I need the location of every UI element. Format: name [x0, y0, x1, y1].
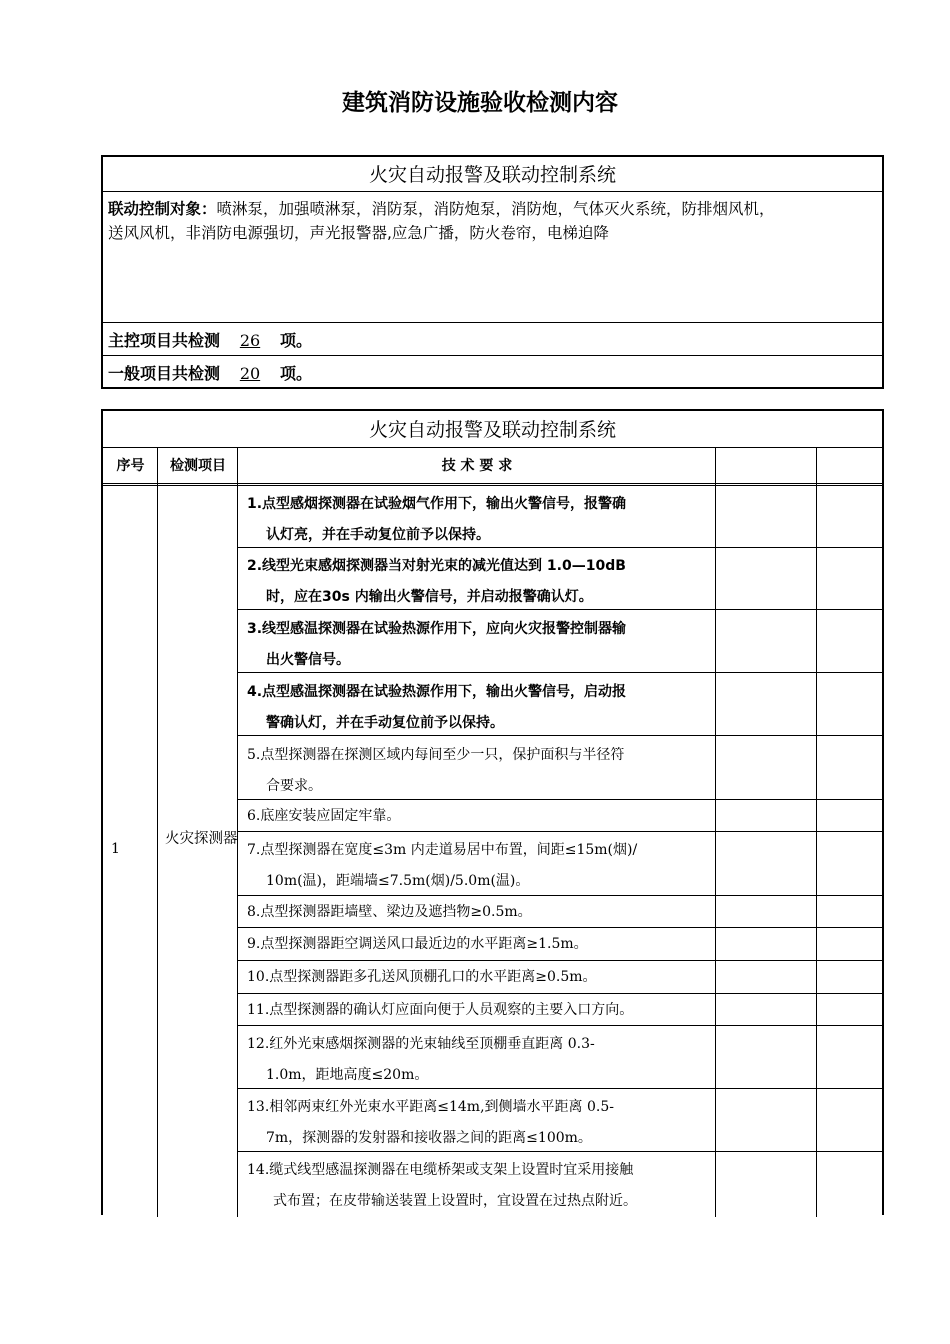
linkage-objects-label: 联动控制对象：	[108, 200, 217, 218]
requirement-line: 13.相邻两束红外光束水平距离≤14m,到侧墙水平距离 0.5-	[247, 1099, 614, 1115]
requirement-item	[243, 1155, 715, 1217]
requirement-item	[243, 897, 715, 928]
requirement-line: 8.点型探测器距墙壁、梁边及遮挡物≥0.5m。	[247, 904, 532, 920]
requirement-item	[243, 551, 715, 613]
requirement-line: 3.线型感温探测器在试验热源作用下，应向火灾报警控制器输	[247, 621, 627, 637]
general-items-suffix: 项。	[280, 364, 313, 383]
requirement-line: 5.点型探测器在探测区域内每间至少一只，保护面积与半径符	[247, 747, 625, 763]
divider	[103, 483, 882, 484]
requirement-line: 6.底座安装应固定牢靠。	[247, 808, 401, 824]
col-header-item: 检测项目	[170, 458, 226, 474]
divider	[237, 960, 882, 961]
requirement-item	[243, 677, 715, 739]
divider	[103, 485, 882, 486]
requirement-line: 时，应在30s 内输出火警信号，并启动报警确认灯。	[266, 589, 593, 605]
requirement-line: 14.缆式线型感温探测器在电缆桥架或支架上设置时宜采用接触	[247, 1162, 634, 1178]
divider	[715, 447, 716, 1217]
requirement-line: 9.点型探测器距空调送风口最近边的水平距离≥1.5m。	[247, 936, 588, 952]
requirement-item	[243, 801, 715, 832]
requirement-line: 合要求。	[266, 778, 322, 794]
col-header-requirements: 技 术 要 求	[441, 458, 513, 474]
inspection-table	[101, 409, 884, 1215]
inspection-item-name: 火灾探测器	[165, 831, 238, 847]
requirement-line: 1.点型感烟探测器在试验烟气作用下，输出火警信号，报警确	[247, 496, 627, 512]
requirement-line: 7m，探测器的发射器和接收器之间的距离≤100m。	[266, 1130, 592, 1146]
general-items-count: 20	[239, 364, 261, 383]
requirement-item	[243, 962, 715, 993]
requirement-item	[243, 489, 715, 551]
row-number: 1	[111, 841, 120, 857]
summary-table	[101, 155, 884, 389]
requirement-line: 警确认灯，并在手动复位前予以保持。	[266, 715, 504, 731]
requirement-item	[243, 995, 715, 1026]
requirement-line: 1.0m，距地高度≤20m。	[266, 1067, 429, 1083]
linkage-objects	[108, 197, 878, 245]
requirement-line: 12.红外光束感烟探测器的光束轴线至顶棚垂直距离 0.3-	[247, 1036, 595, 1052]
requirement-line: 4.点型感温探测器在试验热源作用下，输出火警信号，启动报	[247, 684, 627, 700]
main-items-count: 26	[239, 331, 261, 350]
divider	[816, 447, 817, 1217]
requirement-item	[243, 929, 715, 960]
requirement-item	[243, 1092, 715, 1154]
requirement-line: 10m(温)，距端墙≤7.5m(烟)/5.0m(温)。	[266, 873, 530, 889]
divider	[157, 447, 158, 1217]
requirement-line: 7.点型探测器在宽度≤3m 内走道易居中布置，间距≤15m(烟)/	[247, 842, 638, 858]
divider	[237, 993, 882, 994]
requirement-item	[243, 1029, 715, 1091]
requirement-line: 11.点型探测器的确认灯应面向便于人员观察的主要入口方向。	[247, 1002, 634, 1018]
main-items-suffix: 项。	[280, 331, 313, 350]
requirement-line: 出火警信号。	[266, 652, 350, 668]
main-items-row	[103, 322, 882, 355]
col-header-no: 序号	[116, 458, 145, 474]
main-items-label: 主控项目共检测	[108, 331, 221, 350]
general-items-label: 一般项目共检测	[108, 364, 221, 383]
requirement-line: 2.线型光束感烟探测器当对射光束的减光值达到 1.0—10dB	[247, 558, 626, 574]
requirement-line: 认灯亮，并在手动复位前予以保持。	[266, 527, 490, 543]
general-items-row	[103, 355, 882, 389]
summary-header: 火灾自动报警及联动控制系统	[103, 157, 882, 192]
page-title: 建筑消防设施验收检测内容	[342, 90, 618, 116]
requirement-line: 式布置；在皮带输送装置上设置时，宜设置在过热点附近。	[273, 1193, 637, 1209]
requirement-line: 10.点型探测器距多孔送风顶棚孔口的水平距离≥0.5m。	[247, 969, 597, 985]
linkage-objects-text-1: 喷淋泵，加强喷淋泵，消防泵，消防炮泵，消防炮，气体灭火系统，防排烟风机，	[216, 200, 775, 218]
inspection-header: 火灾自动报警及联动控制系统	[103, 411, 882, 448]
linkage-objects-text-2: 送风风机，非消防电源强切，声光报警器,应急广播，防火卷帘，电梯迫降	[108, 224, 609, 242]
requirement-item	[243, 835, 715, 897]
requirement-item	[243, 740, 715, 802]
requirement-item	[243, 614, 715, 676]
